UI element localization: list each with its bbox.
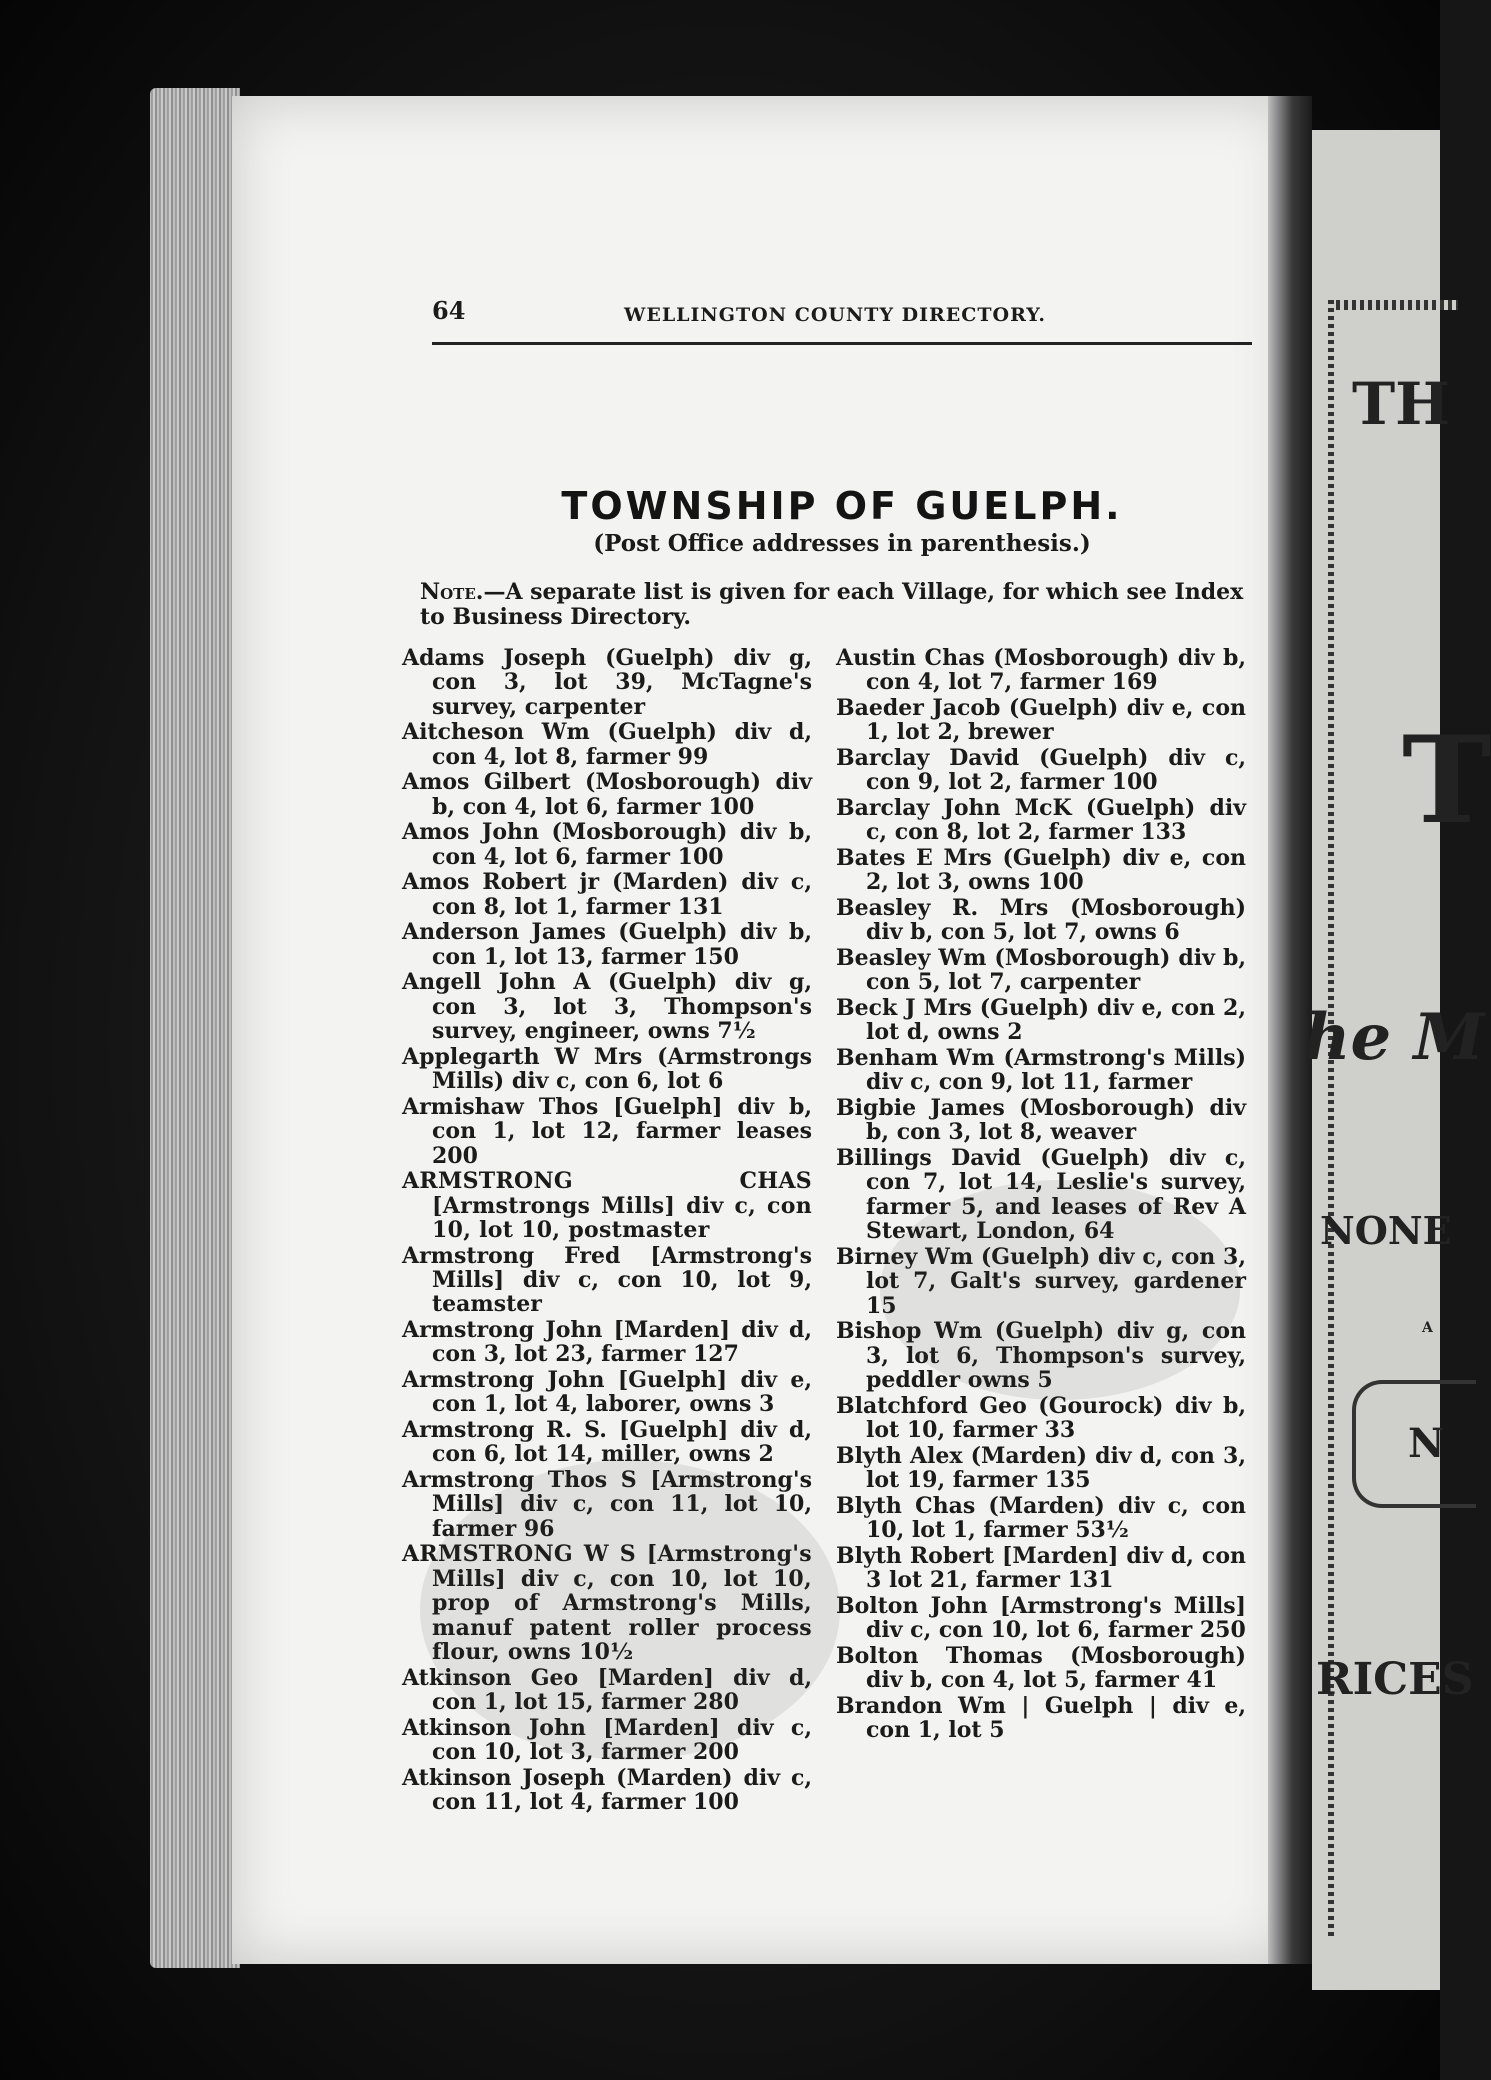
right-column	[836, 646, 1246, 1744]
list-item: Armishaw Thos [Guelph] div b, con 1, lot 12, farmer leases 200	[402, 1093, 812, 1169]
adjacent-fragment: A	[1422, 1320, 1433, 1336]
list-item: ARMSTRONG W S [Armstrong's Mills] div c, con 10, lot 10, prop of Armstrong's Mills, manuf patent roller process flour, owns 10½	[402, 1541, 812, 1666]
list-item: Baeder Jacob (Guelph) div e, con 1, lot 2, brewer	[836, 695, 1246, 746]
list-item: Blyth Alex (Marden) div d, con 3, lot 19, farmer 135	[836, 1442, 1246, 1494]
list-item: Atkinson John [Marden] div c, con 10, lot 3, farmer 200	[402, 1714, 812, 1766]
list-item: Atkinson Joseph (Marden) div c, con 11, lot 4, farmer 100	[402, 1764, 812, 1816]
list-item: ARMSTRONG CHAS [Armstrongs Mills] div c, con 10, lot 10, postmaster	[402, 1168, 812, 1244]
adjacent-fragment: he M	[1304, 1000, 1485, 1075]
list-item: Angell John A (Guelph) div g, con 3, lot 3, Thompson's survey, engineer, owns 7½	[402, 969, 812, 1045]
list-item: Barclay David (Guelph) div c, con 9, lot 2, farmer 100	[836, 745, 1246, 796]
list-item: Beasley R. Mrs (Mosborough) div b, con 5, lot 7, owns 6	[836, 895, 1246, 946]
list-item: Benham Wm (Armstrong's Mills) div c, con 9, lot 11, farmer	[836, 1045, 1246, 1096]
list-item: Billings David (Guelph) div c, con 7, lot 14, Leslie's survey, farmer 5, and leases of Rev A Stewart, London, 64	[836, 1145, 1246, 1245]
adjacent-fragment: N	[1408, 1420, 1445, 1467]
list-item: Atkinson Geo [Marden] div d, con 1, lot 15, farmer 280	[402, 1664, 812, 1716]
header-rule	[432, 342, 1252, 345]
list-item: Armstrong R. S. [Guelph] div d, con 6, lot 14, miller, owns 2	[402, 1417, 812, 1468]
list-item: Amos Robert jr (Marden) div c, con 8, lot 1, farmer 131	[402, 869, 812, 920]
adjacent-fragment: RICES	[1316, 1654, 1474, 1705]
list-item: Blatchford Geo (Gourock) div b, lot 10, farmer 33	[836, 1392, 1246, 1444]
list-item: Armstrong John [Guelph] div e, con 1, lot 4, laborer, owns 3	[402, 1367, 812, 1418]
page-number: 64	[432, 296, 466, 325]
list-item: Beasley Wm (Mosborough) div b, con 5, lot 7, carpenter	[836, 945, 1246, 996]
list-item: Bigbie James (Mosborough) div b, con 3, lot 8, weaver	[836, 1095, 1246, 1146]
list-item: Armstrong John [Marden] div d, con 3, lot 23, farmer 127	[402, 1317, 812, 1368]
page-stack-edge	[150, 88, 240, 1968]
list-item: Birney Wm (Guelph) div c, con 3, lot 7, Galt's survey, gardener 15	[836, 1243, 1246, 1319]
list-item: Adams Joseph (Guelph) div g, con 3, lot 39, McTagne's survey, carpenter	[402, 645, 812, 720]
adjacent-page	[1304, 130, 1491, 1990]
section-title: TOWNSHIP OF GUELPH.	[561, 484, 1123, 528]
list-item: Bolton John [Armstrong's Mills] div c, con 10, lot 6, farmer 250	[836, 1592, 1246, 1644]
list-item: Barclay John McK (Guelph) div c, con 8, lot 2, farmer 133	[836, 795, 1246, 846]
list-item: Bates E Mrs (Guelph) div e, con 2, lot 3, owns 100	[836, 845, 1246, 896]
list-item: Aitcheson Wm (Guelph) div d, con 4, lot 8, farmer 99	[402, 719, 812, 770]
list-item: Armstrong Fred [Armstrong's Mills] div c, con 10, lot 9, teamster	[402, 1242, 812, 1318]
note-label: Note.	[420, 579, 484, 605]
list-item: Austin Chas (Mosborough) div b, con 4, lot 7, farmer 169	[836, 645, 1246, 696]
section-subtitle: (Post Office addresses in parenthesis.)	[593, 530, 1091, 557]
left-column	[402, 646, 812, 1816]
note-text: —A separate list is given for each Village, for which see Index to Business Directory.	[420, 579, 1244, 630]
section-note	[420, 580, 1252, 630]
list-item: Armstrong Thos S [Armstrong's Mills] div c, con 11, lot 10, farmer 96	[402, 1467, 812, 1542]
list-item: Bishop Wm (Guelph) div g, con 3, lot 6, Thompson's survey, peddler owns 5	[836, 1318, 1246, 1394]
list-item: Blyth Robert [Marden] div d, con 3 lot 21, farmer 131	[836, 1542, 1246, 1594]
list-item: Amos John (Mosborough) div b, con 4, lot 6, farmer 100	[402, 819, 812, 870]
adjacent-fragment: NONE	[1320, 1208, 1452, 1253]
list-item: Applegarth W Mrs (Armstrongs Mills) div c, con 6, lot 6	[402, 1043, 812, 1095]
list-item: Blyth Chas (Marden) div c, con 10, lot 1, farmer 53½	[836, 1492, 1246, 1544]
list-item: Bolton Thomas (Mosborough) div b, con 4, lot 5, farmer 41	[836, 1642, 1246, 1694]
adjacent-fragment: T	[1402, 710, 1491, 851]
list-item: Brandon Wm | Guelph | div e, con 1, lot 5	[836, 1692, 1246, 1744]
running-head	[432, 296, 1252, 336]
adjacent-page-border-top	[1328, 300, 1458, 310]
list-item: Amos Gilbert (Mosborough) div b, con 4, lot 6, farmer 100	[402, 769, 812, 820]
running-title: WELLINGTON COUNTY DIRECTORY.	[624, 304, 1046, 326]
adjacent-fragment: TH	[1352, 370, 1450, 438]
list-item: Anderson James (Guelph) div b, con 1, lot 13, farmer 150	[402, 919, 812, 970]
list-item: Beck J Mrs (Guelph) div e, con 2, lot d, owns 2	[836, 995, 1246, 1046]
